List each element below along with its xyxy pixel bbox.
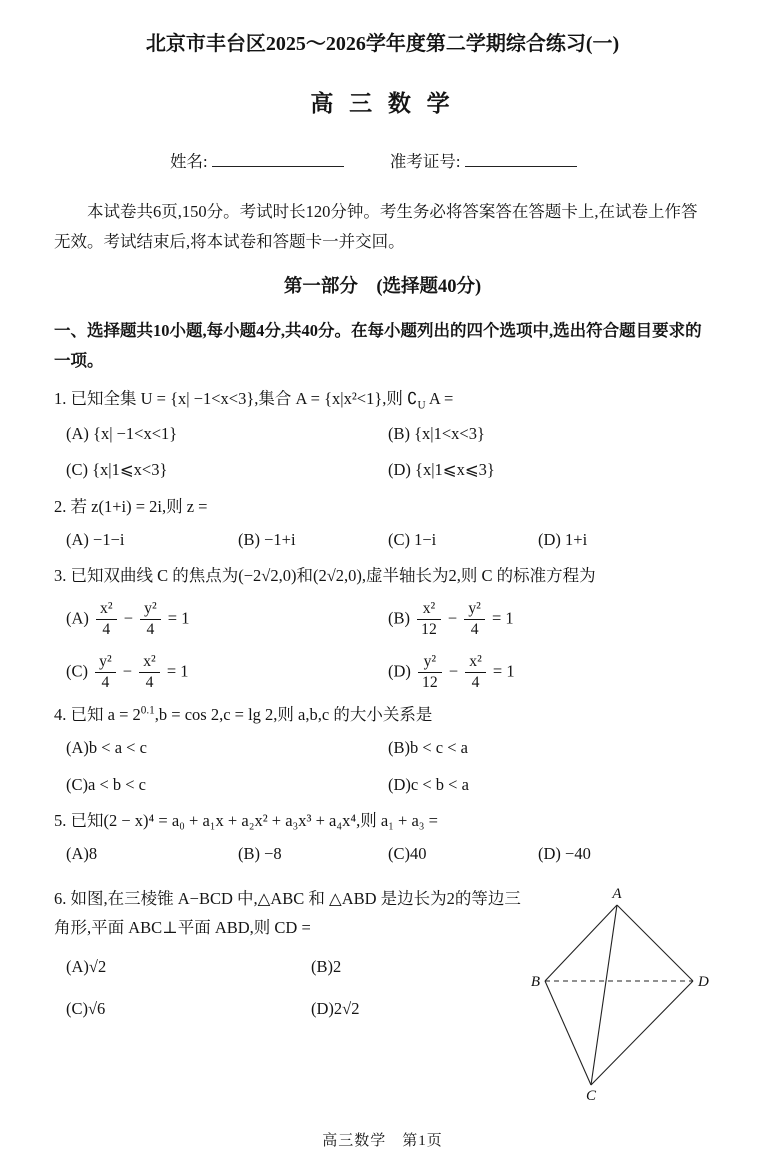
question-1 (54, 385, 711, 484)
exam-no-label: 准考证号: (389, 151, 461, 171)
question-3-stem: 3. 已知双曲线 C 的焦点为(−2√2,0)和(2√2,0),虚半轴长为2,则 C 的标准方程为 (54, 566, 596, 586)
q1-stem-text-2: A = (428, 388, 454, 408)
page-footer: 高三数学 第1页 (322, 1132, 443, 1149)
q4-option-c: (C)a < b < c (66, 774, 147, 794)
fraction: $\frac{\text{y²}}{12}$ (418, 653, 442, 692)
question-2-stem: 2. 若 z(1+i) = 2i,则 z = (54, 496, 208, 516)
fraction: $\frac{\text{x²}}{4}$ (96, 600, 117, 639)
minus-sign: − (122, 661, 133, 681)
question-4 (54, 701, 711, 798)
q3-option-c (66, 653, 388, 692)
q1-option-c: (C) {x|1⩽x<3} (66, 460, 168, 480)
fraction: $\frac{\text{x²}}{4}$ (139, 653, 160, 692)
question-6-content (54, 885, 529, 1110)
question-1-stem (54, 385, 711, 415)
q6-option-c: (C)√6 (66, 998, 106, 1018)
fraction: $\frac{\text{y²}}{4}$ (95, 653, 116, 692)
q3-a-label: (A) (66, 608, 89, 628)
q6-option-a: (A)√2 (66, 956, 107, 976)
edge-ad (617, 905, 693, 981)
question-5-options (54, 841, 711, 867)
edge-cd (591, 981, 693, 1085)
exam-instructions-paragraph: 本试卷共6页,150分。考试时长120分钟。考生务必将答案答在答题卡上,在试卷上作答无效。考试结束后,将本试卷和答题卡一并交回。 (54, 202, 698, 251)
q3-d-label: (D) (388, 661, 411, 681)
edge-ac (591, 905, 617, 1085)
q5-option-a: (A)8 (66, 844, 98, 864)
q2-option-d: (D) 1+i (538, 529, 588, 549)
q4-stem-text-2: ,b = cos 2,c = lg 2,则 a,b,c 的大小关系是 (154, 705, 433, 725)
q2-option-a: (A) −1−i (66, 529, 125, 549)
minus-sign: − (447, 608, 458, 628)
edge-bc (545, 981, 591, 1085)
fraction: $\frac{\text{x²}}{12}$ (417, 600, 441, 639)
q4-option-a: (A)b < a < c (66, 738, 147, 758)
section-1-title: 第一部分 (选择题40分) (283, 276, 482, 297)
q5-option-b: (B) −8 (238, 844, 282, 864)
q1-option-a: (A) {x| −1<x<1} (66, 423, 178, 443)
question-3 (54, 562, 711, 692)
question-4-stem (54, 701, 711, 729)
q4-stem-text: 4. 已知 a = 2 (54, 705, 141, 725)
q1-stem-text: 1. 已知全集 U = {x| −1<x<3},集合 A = {x|x²<1},则 ∁ (54, 388, 418, 408)
q6-option-d: (D)2√2 (311, 998, 360, 1018)
q2-option-b: (B) −1+i (238, 529, 296, 549)
name-row (54, 149, 711, 175)
q2-option-c: (C) 1−i (388, 529, 437, 549)
q1-complement-subscript: U (417, 398, 426, 411)
edge-ab (545, 905, 617, 981)
q5-option-c: (C)40 (388, 844, 427, 864)
question-6-stem: 6. 如图,在三棱锥 A−BCD 中,△ABC 和 △ABD 是边长为2的等边三角形,平面 ABC⊥平面 ABD,则 CD = (54, 889, 521, 937)
vertex-label-a: A (612, 887, 622, 903)
question-6 (54, 876, 711, 1110)
name-blank-line (212, 149, 344, 166)
question-6-figure-container (529, 885, 711, 1110)
tetrahedron-figure (529, 887, 711, 1102)
question-1-options (54, 421, 711, 484)
minus-sign: − (448, 661, 459, 681)
q1-option-d: (D) {x|1⩽x⩽3} (388, 460, 495, 480)
name-label: 姓名: (170, 151, 208, 171)
q1-option-b: (B) {x|1<x<3} (388, 423, 485, 443)
section-1-instructions: 一、选择题共10小题,每小题4分,共40分。在每小题列出的四个选项中,选出符合题目要求的一项。 (54, 321, 702, 370)
fraction: $\frac{\text{x²}}{4}$ (465, 653, 486, 692)
equals-one: = 1 (492, 661, 515, 681)
exam-title: 北京市丰台区2025～2026学年度第二学期综合练习(一) (145, 33, 620, 55)
question-5 (54, 807, 711, 867)
question-5-stem: 5. 已知(2 − x)⁴ = a₀ + a₁x + a₂x² + a₃x³ + a₄x⁴,则 a₁ + a₃ = (54, 811, 438, 831)
q6-option-b: (B)2 (311, 956, 342, 976)
q3-option-d (388, 653, 711, 692)
question-2 (54, 493, 711, 553)
equals-one: = 1 (166, 661, 189, 681)
q4-option-b: (B)b < c < a (388, 738, 469, 758)
question-4-options (54, 735, 711, 798)
equals-one: = 1 (492, 608, 514, 628)
fraction: $\frac{\text{y²}}{4}$ (140, 600, 161, 639)
subject-title: 高 三 数 学 (310, 91, 455, 116)
q3-c-label: (C) (66, 661, 88, 681)
fraction: $\frac{\text{y²}}{4}$ (464, 600, 485, 639)
exam-no-blank-line (465, 149, 577, 166)
question-2-options (54, 527, 711, 553)
equals-one: = 1 (167, 608, 190, 628)
q3-b-label: (B) (388, 608, 410, 628)
minus-sign: − (123, 608, 133, 628)
q3-option-b (388, 600, 711, 639)
q4-option-d: (D)c < b < a (388, 774, 469, 794)
q4-exponent: 0.1 (140, 704, 155, 717)
q3-option-a (66, 600, 388, 639)
question-3-options (54, 600, 711, 692)
vertex-label-b: B (530, 974, 540, 991)
vertex-label-c: C (585, 1088, 597, 1103)
vertex-label-d: D (698, 974, 709, 991)
q5-option-d: (D) −40 (538, 844, 591, 864)
question-6-options (54, 954, 523, 1023)
